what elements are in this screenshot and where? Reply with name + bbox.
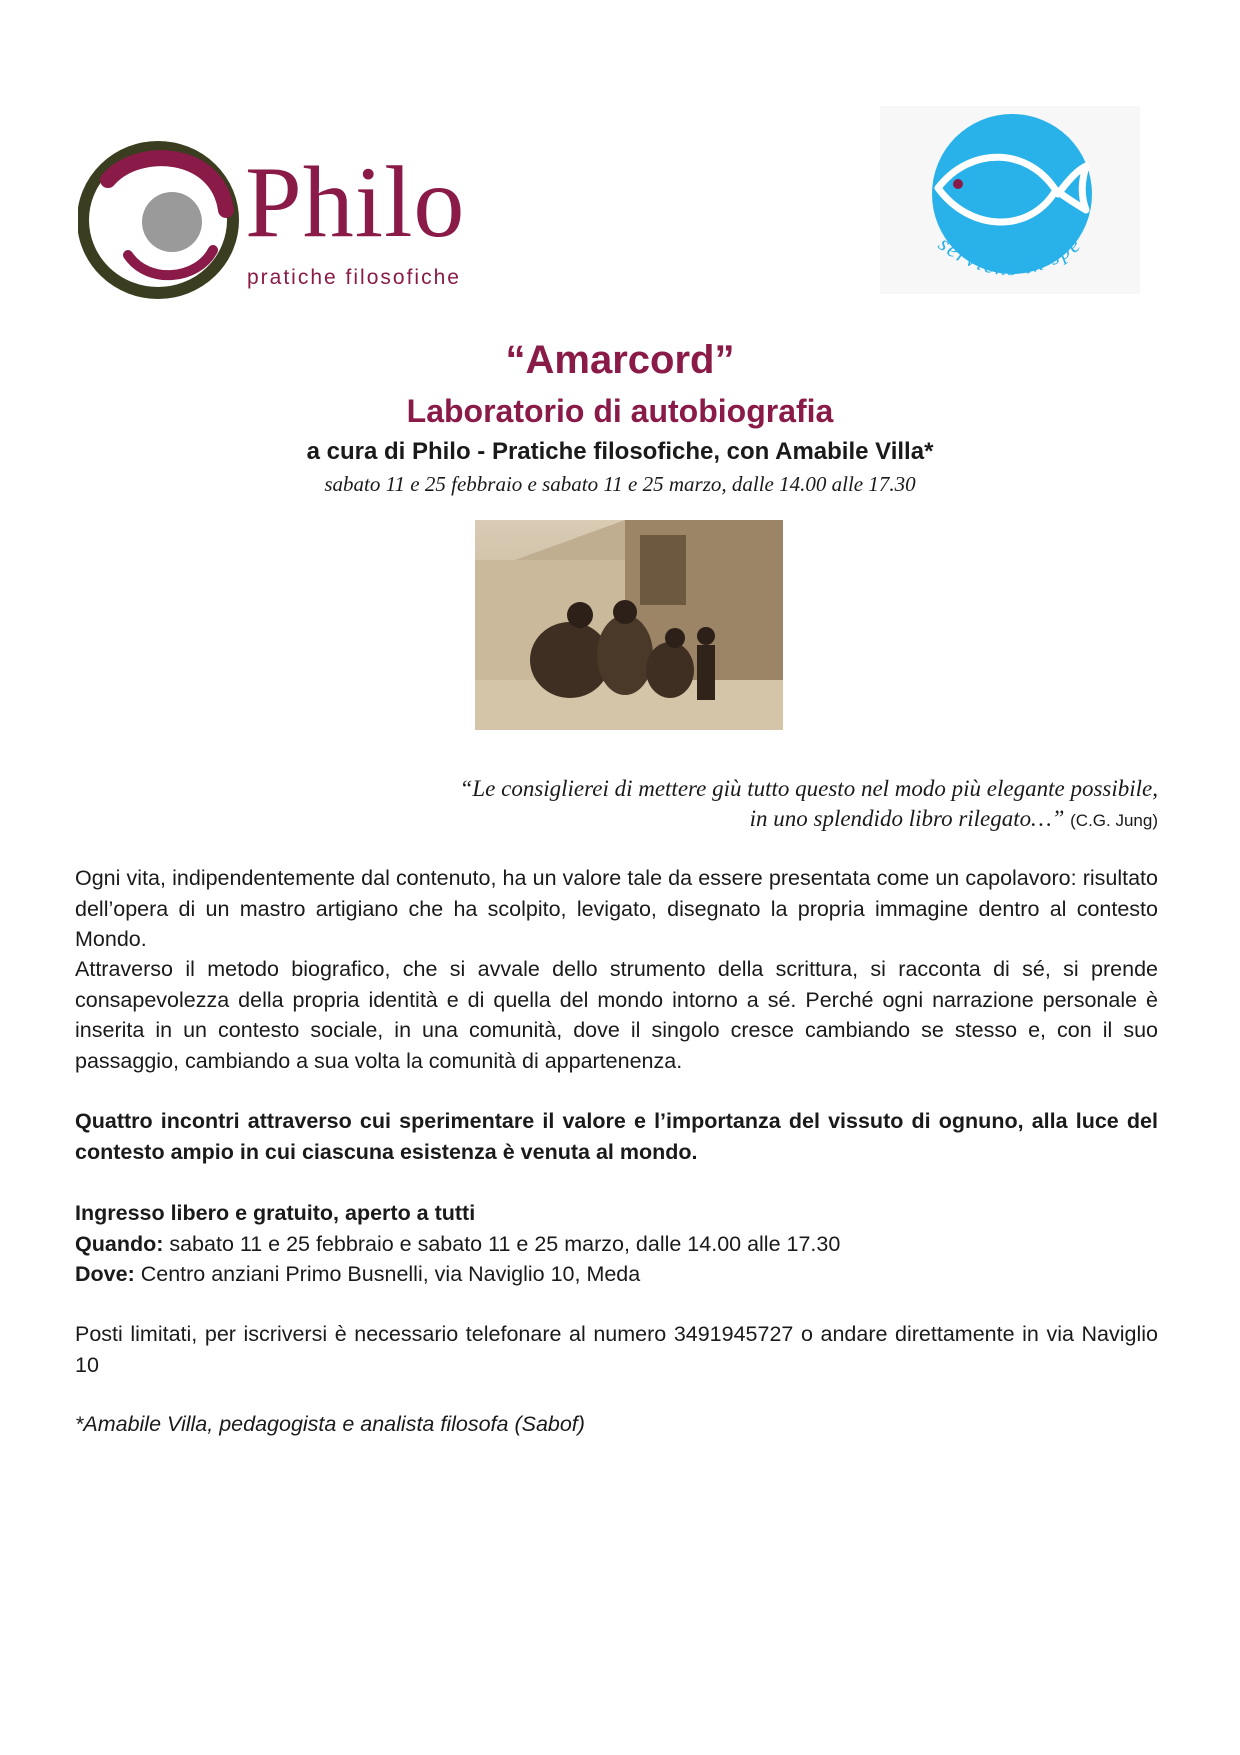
event-dates: sabato 11 e 25 febbraio e sabato 11 e 25 marzo, dalle 14.00 alle 17.30 bbox=[324, 472, 916, 496]
philo-logo-subtitle: pratiche filosofiche bbox=[247, 266, 461, 289]
body-paragraph-3: Quattro incontri attraverso cui sperimentare il valore e l’importanza del vissuto di ognuno, alla luce del contesto ampio in cui ciascuna esistenza è venuta al mondo. bbox=[75, 1109, 1158, 1164]
logo-ring-red-inner bbox=[128, 250, 213, 275]
photo-person-3 bbox=[646, 642, 694, 698]
when-label: Quando: bbox=[75, 1231, 164, 1256]
philo-logo-word: Philo bbox=[245, 146, 466, 259]
spe-motto: serviens in spe bbox=[934, 230, 1087, 281]
photo-person-2 bbox=[597, 615, 653, 695]
jung-quote bbox=[258, 774, 1158, 836]
where-label: Dove: bbox=[75, 1262, 135, 1286]
fish-eye-icon bbox=[953, 179, 963, 189]
photo-head-2 bbox=[613, 600, 637, 624]
quote-author: (C.G. Jung) bbox=[1070, 811, 1158, 830]
quote-line-2: in uno splendido libro rilegato…” bbox=[749, 806, 1065, 831]
when-value: sabato 11 e 25 febbraio e sabato 11 e 25 marzo, dalle 14.00 alle 17.30 bbox=[163, 1231, 841, 1256]
where-value: Centro anziani Primo Busnelli, via Naviglio 10, Meda bbox=[134, 1262, 641, 1286]
serviens-in-spe-logo bbox=[880, 106, 1140, 294]
registration-info: Posti limitati, per iscriversi è necessario telefonare al numero 3491945727 o andare direttamente in via Naviglio 10 bbox=[75, 1322, 1158, 1377]
event-info bbox=[75, 1198, 1158, 1290]
event-curator: a cura di Philo - Pratiche filosofiche, con Amabile Villa* bbox=[306, 438, 934, 465]
body-paragraph-1: Ogni vita, indipendentemente dal contenuto, ha un valore tale da essere presentata come un capolavoro: risultato dell’opera di un mastro artigiano che ha scolpito, levigato, disegnato la propria immagine dentro al contesto Mondo. bbox=[75, 866, 1158, 951]
admission-text: Ingresso libero e gratuito, aperto a tutti bbox=[75, 1201, 476, 1225]
photo-window bbox=[640, 535, 686, 605]
logo-grey-dot bbox=[142, 192, 202, 252]
footnote: *Amabile Villa, pedagogista e analista filosofa (Sabof) bbox=[75, 1412, 585, 1436]
body-paragraph-2: Attraverso il metodo biografico, che si avvale dello strumento della scrittura, si racconta di sé, si prende consapevolezza della propria identità e di quella del mondo intorno a sé. Perché ogni narrazione personale è inserita in un contesto sociale, in una comunità, dove il singolo cresce cambiando se stesso e, con il suo passaggio, cambiando a sua volta la comunità di appartenenza. bbox=[75, 957, 1158, 1073]
event-title: “Amarcord” bbox=[505, 338, 735, 382]
quote-line-1: “Le consiglierei di mettere giù tutto questo nel modo più elegante possibile, bbox=[459, 776, 1158, 801]
photo-head-4 bbox=[697, 627, 715, 645]
sepia-family-photo bbox=[475, 520, 783, 730]
photo-head-1 bbox=[567, 602, 593, 628]
event-subtitle: Laboratorio di autobiografia bbox=[406, 393, 834, 429]
photo-head-3 bbox=[665, 628, 685, 648]
photo-child bbox=[697, 645, 715, 700]
